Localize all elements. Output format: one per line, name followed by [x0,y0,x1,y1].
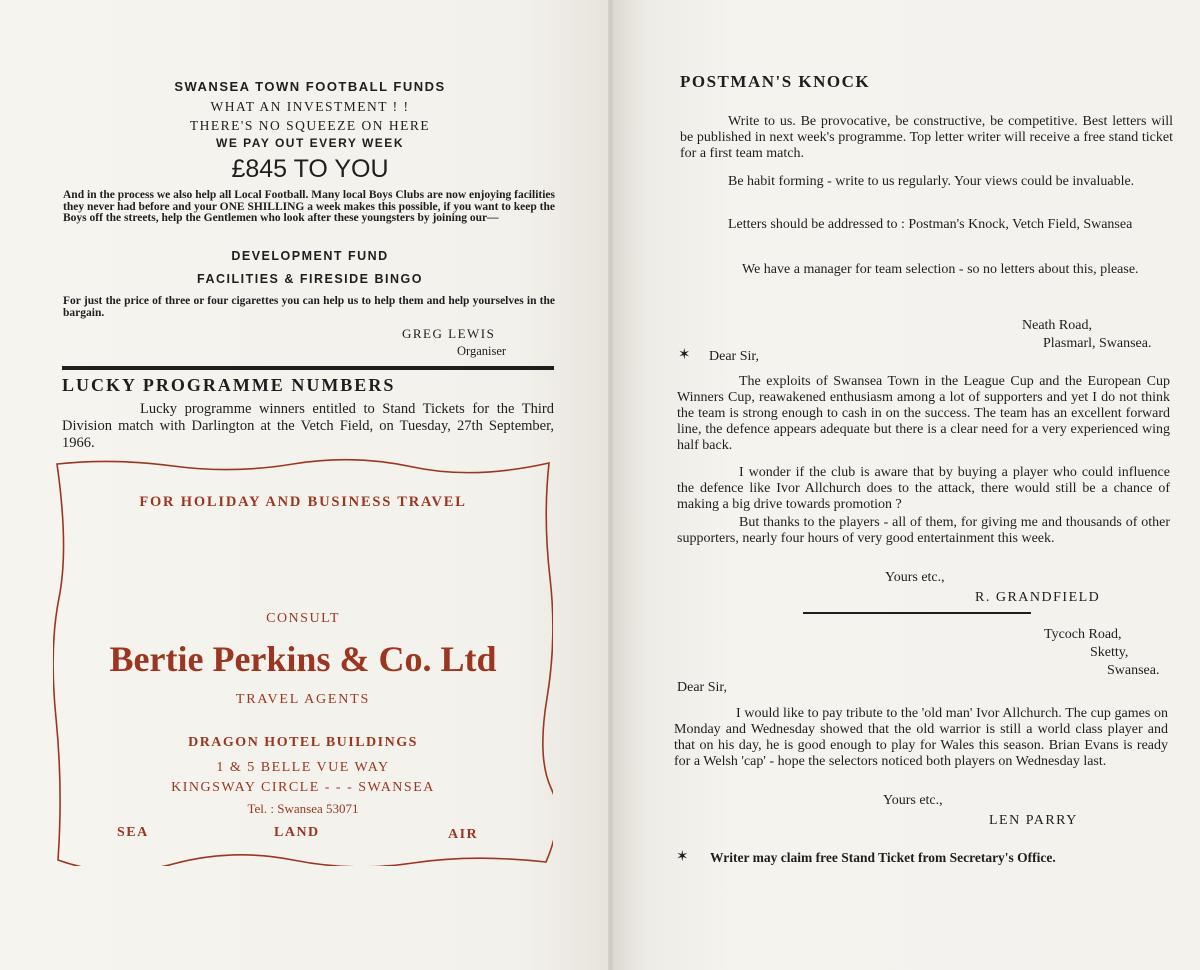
funds-line3: WE PAY OUT EVERY WEEK [216,136,404,150]
advert-address-1: DRAGON HOTEL BUILDINGS [188,735,418,750]
funds-title: SWANSEA TOWN FOOTBALL FUNDS [174,79,446,94]
letter2-signature: LEN PARRY [989,813,1078,828]
intro-paragraph-3: Letters should be addressed to : Postman's Knock, Vetch Field, Swansea [728,217,1133,232]
funds-paragraph: And in the process we also help all Local Football. Many local Boys Clubs are now enjoying facilities they never had before and your ONE SHILLING a week makes this possible, if you want to keep the Boys off the streets, help the Gentlemen who look after these youngsters by joining our— [63,189,555,224]
letter1-signature: R. GRANDFIELD [975,590,1101,605]
advert-company: Bertie Perkins & Co. Ltd [109,639,497,679]
letter1-salutation: Dear Sir, [709,349,759,364]
letter-divider [803,612,1031,614]
advert-sea: SEA [117,825,149,840]
letter1-paragraph-2: I wonder if the club is aware that by buying a player who could influence the defence like Ivor Allchurch does to the attack, there would still be a chance of making a big drive towards promotion ? [677,465,1170,512]
letter1-address-line2: Plasmarl, Swansea. [1043,336,1152,351]
letter1-paragraph-3: But thanks to the players - all of them, for giving me and thousands of other supporters, nearly four hours of very good entertainment this week. [677,515,1170,546]
footnote-star-icon: ✶ [676,849,689,865]
letter1-paragraph-1: The exploits of Swansea Town in the League Cup and the European Cup Winners Cup, reawakened enthusiasm among a lot of supporters and yet I do not think the team is strong enough to cash in on the success. The team has an excellent forward line, the defence appears adequate but there is a clear need for a very experienced wing half back. [677,374,1170,453]
letter2-paragraph-1: I would like to pay tribute to the 'old man' Ivor Allchurch. The cup games on Monday and Wednesday showed that the old warrior is still a world class player and that on his day, he is good enough to play for Wales this season. Brian Evans is ready for a Welsh 'cap' - hope the selectors noticed both players on Wednesday last. [674,706,1168,769]
page-fold [608,0,614,970]
letter2-salutation: Dear Sir, [677,680,727,695]
funds-line2: THERE'S NO SQUEEZE ON HERE [189,118,431,133]
letter1-address-line1: Neath Road, [1022,318,1092,333]
intro-paragraph-4: We have a manager for team selection - so no letters about this, please. [742,262,1139,277]
travel-advert [53,458,553,866]
advert-telephone: Tel. : Swansea 53071 [247,801,359,816]
letter2-address-line3: Swansea. [1107,663,1160,678]
advert-land: LAND [274,825,320,840]
funds-amount: £845 TO YOU [231,155,389,183]
letter1-closing: Yours etc., [885,570,945,585]
section-divider [62,366,554,370]
letter1-star-icon: ✶ [678,347,691,363]
fund-bingo: FACILITIES & FIRESIDE BINGO [197,272,423,286]
letter2-address-line2: Sketty, [1090,645,1129,660]
advert-address-2: 1 & 5 BELLE VUE WAY [216,760,390,775]
advert-address-3: KINGSWAY CIRCLE - - - SWANSEA [171,780,435,795]
intro-paragraph-1: Write to us. Be provocative, be constructive, be competitive. Best letters will be published in next week's programme. Top letter writer will receive a free stand ticket for a first team match. [680,114,1173,161]
advert-agents: TRAVEL AGENTS [235,692,371,707]
footnote-text: Writer may claim free Stand Ticket from Secretary's Office. [710,850,1056,865]
funds-paragraph-2: For just the price of three or four cigarettes you can help us to help them and help yourselves in the bargain. [63,295,555,319]
fund-development: DEVELOPMENT FUND [231,249,389,263]
advert-air: AIR [448,827,479,842]
funds-line1: WHAT AN INVESTMENT ! ! [210,99,410,114]
lucky-text: Lucky programme winners entitled to Stand Tickets for the Third Division match with Darlington at the Vetch Field, on Tuesday, 27th September, 1966. [62,401,554,451]
organiser-role: Organiser [457,344,507,358]
letter2-address-line1: Tycoch Road, [1044,627,1122,642]
organiser-name: GREG LEWIS [402,326,496,341]
lucky-title: LUCKY PROGRAMME NUMBERS [62,375,396,395]
postmans-knock-title: POSTMAN'S KNOCK [680,72,871,91]
advert-consult: CONSULT [266,611,340,626]
advert-headline: FOR HOLIDAY AND BUSINESS TRAVEL [139,494,467,510]
letter2-closing: Yours etc., [883,793,943,808]
intro-paragraph-2: Be habit forming - write to us regularly. Your views could be invaluable. [728,174,1135,189]
